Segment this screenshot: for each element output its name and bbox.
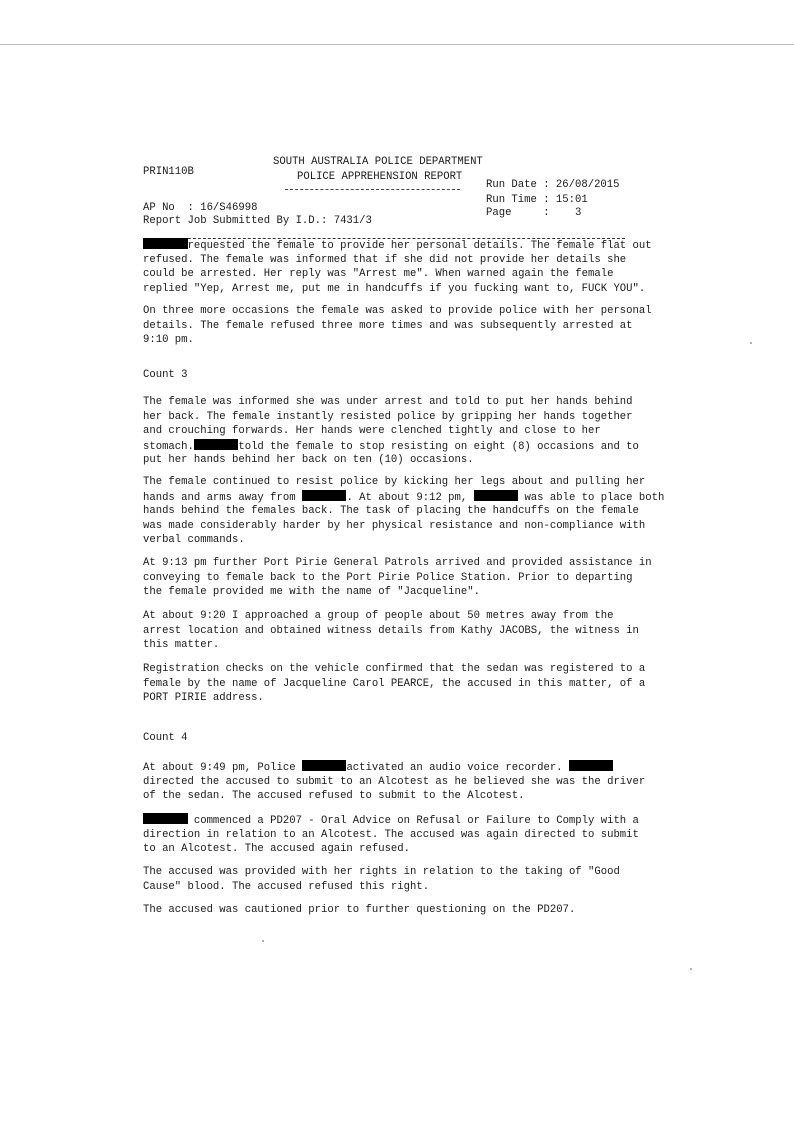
text-line — [143, 585, 652, 600]
text-segment: this matter. — [143, 639, 220, 652]
redaction-block — [143, 238, 188, 249]
text-segment: of the sedan. The accused refused to submit to the Alcotest. — [143, 790, 525, 803]
text-segment: the female provided me with the name of "Jacqueline". — [143, 586, 480, 599]
text-segment: verbal commands. — [143, 534, 245, 547]
report-title: POLICE APPREHENSION REPORT — [297, 171, 463, 183]
department-name: SOUTH AUSTRALIA POLICE DEPARTMENT — [273, 156, 483, 168]
paragraph — [143, 865, 620, 894]
scan-speck — [750, 342, 752, 344]
text-line — [143, 238, 652, 253]
text-segment: refused. The female was informed that if she did not provide her details she — [143, 253, 627, 266]
paragraph — [143, 238, 652, 296]
title-underline — [285, 189, 460, 190]
text-line — [143, 828, 639, 843]
text-segment: was made considerably harder by her physical resistance and non-compliance with — [143, 519, 646, 532]
text-segment: At 9:13 pm further Port Pirie General Patrols arrived and provided assistance in — [143, 557, 652, 569]
page-number: Page : 3 — [486, 207, 582, 219]
paragraph — [143, 304, 652, 348]
text-segment: arrest location and obtained witness details from Kathy JACOBS, the witness in — [143, 624, 639, 637]
text-line — [143, 424, 639, 439]
text-line — [143, 556, 652, 571]
text-segment: details. The female refused three more times and was subsequently arrested at — [143, 319, 633, 332]
text-line — [143, 624, 639, 639]
text-segment: Count 4 — [143, 732, 188, 744]
text-line — [143, 775, 645, 790]
text-line — [143, 395, 639, 410]
text-segment: . At about 9:12 pm, — [346, 491, 474, 504]
text-segment: was able to place both — [518, 491, 665, 504]
text-segment: Cause" blood. The accused refused this right. — [143, 880, 430, 893]
text-line — [143, 691, 645, 706]
text-line — [143, 903, 575, 918]
text-line — [143, 662, 645, 677]
text-line — [143, 533, 664, 548]
run-date: Run Date : 26/08/2015 — [486, 179, 620, 191]
text-line — [143, 571, 652, 586]
text-line — [143, 333, 652, 348]
ap-number: AP No : 16/S46998 — [143, 202, 258, 214]
text-line — [143, 880, 620, 895]
text-segment: female by the name of Jacqueline Carol PEARCE, the accused in this matter, of a — [143, 677, 646, 690]
text-segment: 9:10 pm. — [143, 334, 194, 347]
redaction-block — [569, 760, 614, 771]
text-segment: PORT PIRIE address. — [143, 692, 264, 705]
text-line — [143, 282, 652, 297]
redaction-block — [143, 813, 188, 824]
text-segment: commenced a PD207 - Oral Advice on Refusal or Failure to Comply with a — [187, 815, 639, 827]
text-segment: At about 9:49 pm, Police — [143, 762, 302, 774]
run-time: Run Time : 15:01 — [486, 194, 588, 206]
text-segment: The accused was provided with her rights in relation to the taking of "Good — [143, 866, 620, 878]
text-segment: direction in relation to an Alcotest. The accused was again directed to submit — [143, 828, 639, 841]
text-segment: On three more occasions the female was asked to provide police with her personal — [143, 305, 652, 317]
form-code: PRIN110B — [143, 166, 194, 178]
text-segment: her back. The female instantly resisted police by gripping her hands together — [143, 410, 633, 423]
text-segment: put her hands behind her back on ten (10) occasions. — [143, 454, 474, 467]
text-segment: The female was informed she was under arrest and told to put her hands behind — [143, 396, 633, 408]
paragraph — [143, 609, 639, 653]
text-line — [143, 760, 645, 775]
text-line — [143, 253, 652, 268]
text-line — [143, 789, 645, 804]
text-line — [143, 453, 639, 468]
text-segment: Count 3 — [143, 369, 188, 381]
paragraph — [143, 903, 575, 918]
text-segment: The female continued to resist police by kicking her legs about and pulling her — [143, 476, 646, 488]
text-line — [143, 865, 620, 880]
redaction-block — [474, 490, 519, 501]
section-heading-count-3 — [143, 368, 188, 383]
text-line — [143, 813, 639, 828]
text-line — [143, 490, 664, 505]
redaction-block — [302, 760, 347, 771]
paragraph — [143, 395, 639, 468]
text-line — [143, 304, 652, 319]
paragraph — [143, 760, 645, 804]
text-segment: hands behind the females back. The task of placing the handcuffs on the female — [143, 505, 639, 518]
text-segment: conveying to female back to the Port Pirie Police Station. Prior to departing — [143, 571, 633, 584]
redaction-block — [194, 439, 239, 450]
text-segment: The accused was cautioned prior to further questioning on the PD207. — [143, 904, 576, 916]
submitted-by: Report Job Submitted By I.D.: 7431/3 — [143, 215, 372, 227]
text-segment: directed the accused to submit to an Alcotest as he believed she was the driver — [143, 775, 646, 788]
text-line — [143, 519, 664, 534]
paragraph — [143, 556, 652, 600]
text-line — [143, 410, 639, 425]
text-segment: At about 9:20 I approached a group of people about 50 metres away from the — [143, 610, 614, 622]
text-line — [143, 267, 652, 282]
section-heading-count-4 — [143, 731, 188, 746]
scan-edge-line — [0, 44, 794, 45]
text-segment: and crouching forwards. Her hands were clenched tightly and close to her — [143, 425, 601, 438]
text-line — [143, 368, 188, 383]
text-line — [143, 677, 645, 692]
text-segment: replied "Yep, Arrest me, put me in handcuffs if you fucking want to, FUCK YOU". — [143, 282, 646, 295]
text-line — [143, 842, 639, 857]
scan-speck — [262, 940, 264, 942]
text-line — [143, 504, 664, 519]
paragraph — [143, 813, 639, 857]
text-line — [143, 731, 188, 746]
redaction-block — [302, 490, 347, 501]
text-line — [143, 638, 639, 653]
text-segment: activated an audio voice recorder. — [346, 762, 569, 774]
text-segment: hands and arms away from — [143, 491, 302, 504]
text-segment: to an Alcotest. The accused again refused. — [143, 843, 411, 856]
text-segment: could be arrested. Her reply was "Arrest me". When warned again the female — [143, 268, 614, 281]
text-segment: Registration checks on the vehicle confirmed that the sedan was registered to a — [143, 663, 646, 675]
text-line — [143, 319, 652, 334]
text-segment: stomach. — [143, 440, 194, 453]
paragraph — [143, 475, 664, 548]
text-segment: told the female to stop resisting on eight (8) occasions and to — [238, 440, 639, 453]
scan-speck — [690, 968, 692, 970]
paragraph — [143, 662, 645, 706]
text-line — [143, 475, 664, 490]
text-line — [143, 609, 639, 624]
text-line — [143, 439, 639, 454]
text-segment: requested the female to provide her personal details. The female flat out — [187, 240, 652, 252]
